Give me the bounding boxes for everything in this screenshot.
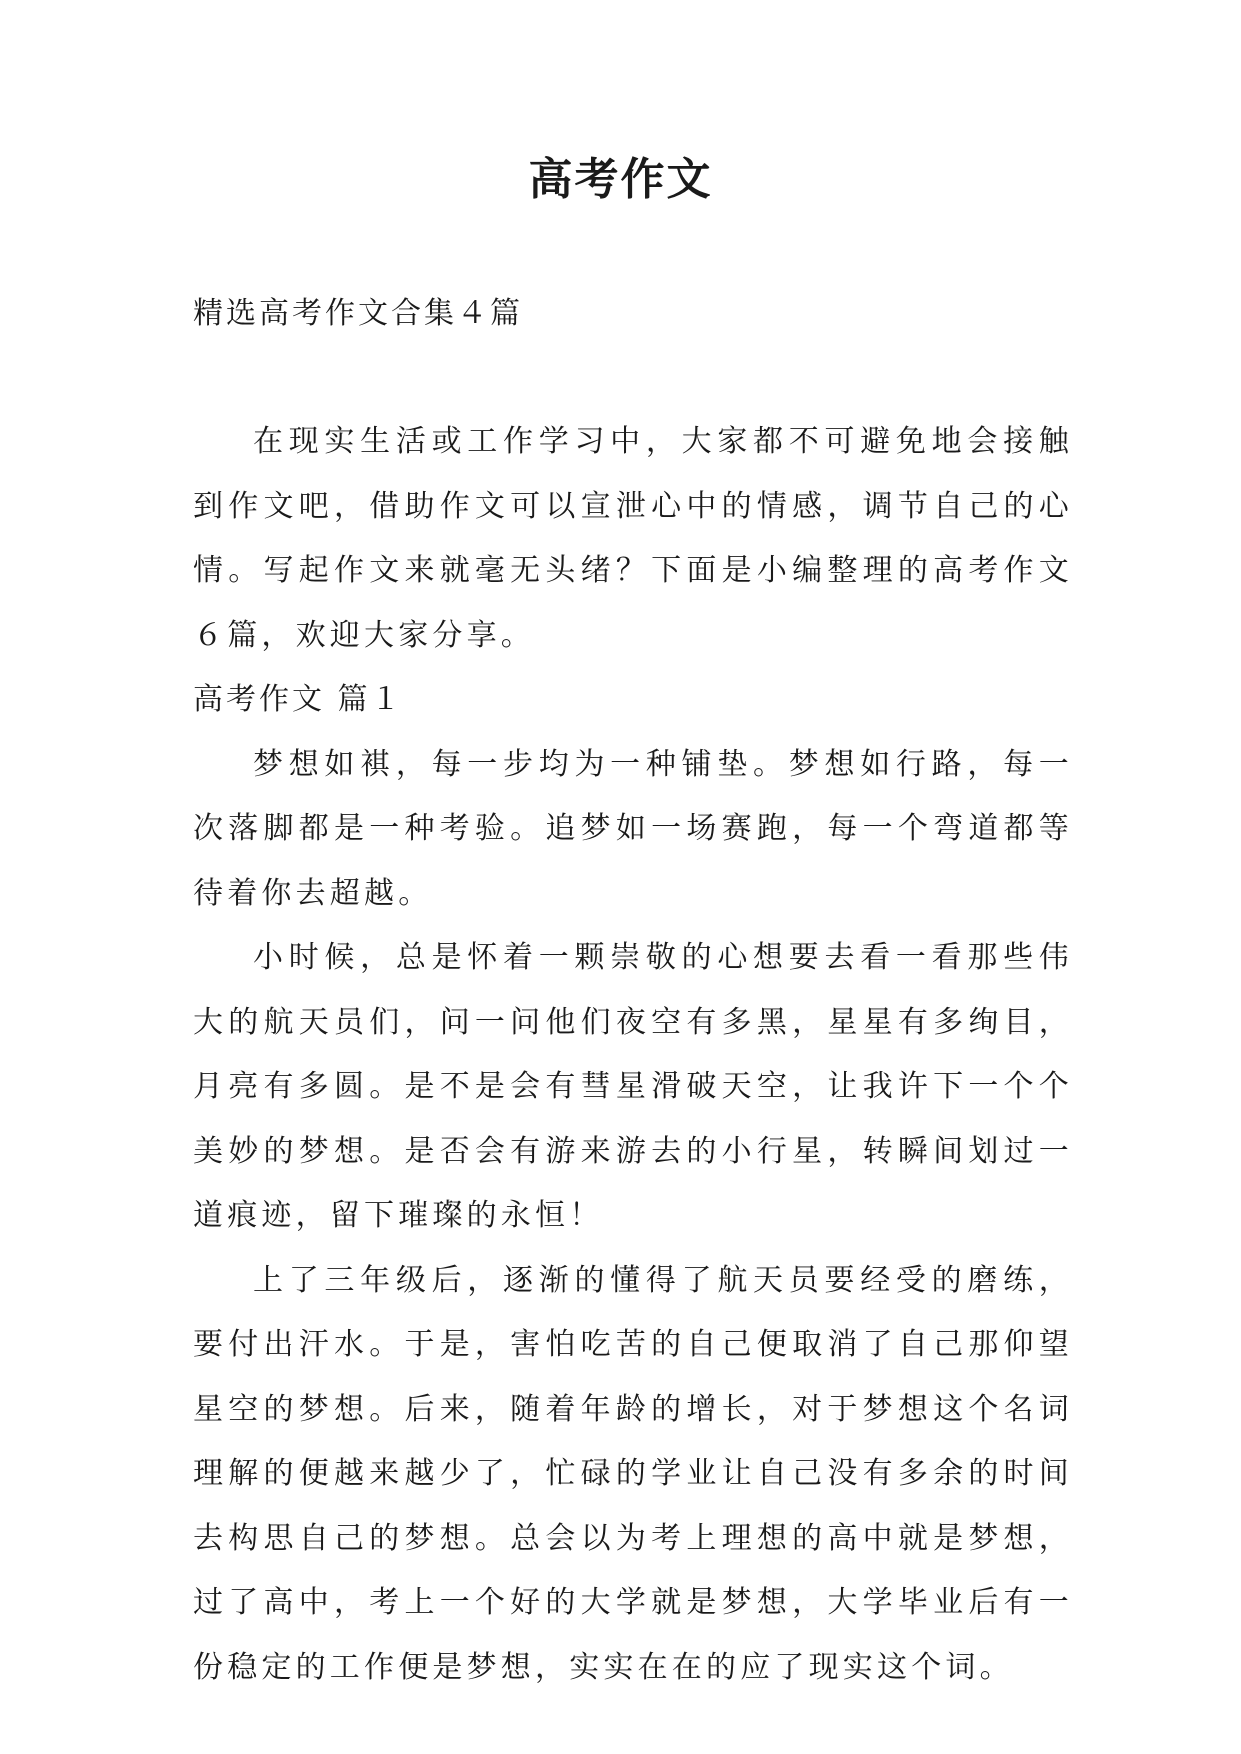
body-paragraph: 小时候，总是怀着一颗崇敬的心想要去看一看那些伟大的航天员们，问一问他们夜空有多黑，星星有多绚目，月亮有多圆。是不是会有彗星滑破天空，让我许下一个个美妙的梦想。是否会有游来游去的小行星，转瞬间划过一道痕迹，留下璀璨的永恒！ bbox=[193, 940, 1073, 1233]
body-paragraph: 上了三年级后，逐渐的懂得了航天员要经受的磨练，要付出汗水。于是，害怕吃苦的自己便取消了自己那仰望星空的梦想。后来，随着年龄的增长，对于梦想这个名词理解的便越来越少了，忙碌的学业让自己没有多余的时间去构思自己的梦想。总会以为考上理想的高中就是梦想，过了高中，考上一个好的大学就是梦想，大学毕业后有一份稳定的工作便是梦想，实实在在的应了现实这个词。 bbox=[193, 1262, 1073, 1685]
document-subtitle: 精选高考作文合集４篇 bbox=[193, 296, 523, 331]
section-heading: 高考作文 篇１ bbox=[193, 682, 404, 717]
document-body bbox=[193, 410, 1073, 1700]
intro-paragraph: 在现实生活或工作学习中，大家都不可避免地会接触到作文吧，借助作文可以宣泄心中的情感，调节自己的心情。写起作文来就毫无头绪？下面是小编整理的高考作文６篇，欢迎大家分享。 bbox=[193, 424, 1073, 653]
body-paragraph: 梦想如褀，每一步均为一种铺垫。梦想如行路，每一次落脚都是一种考验。追梦如一场赛跑，每一个弯道都等待着你去超越。 bbox=[193, 746, 1073, 911]
document-title: 高考作文 bbox=[528, 154, 713, 205]
